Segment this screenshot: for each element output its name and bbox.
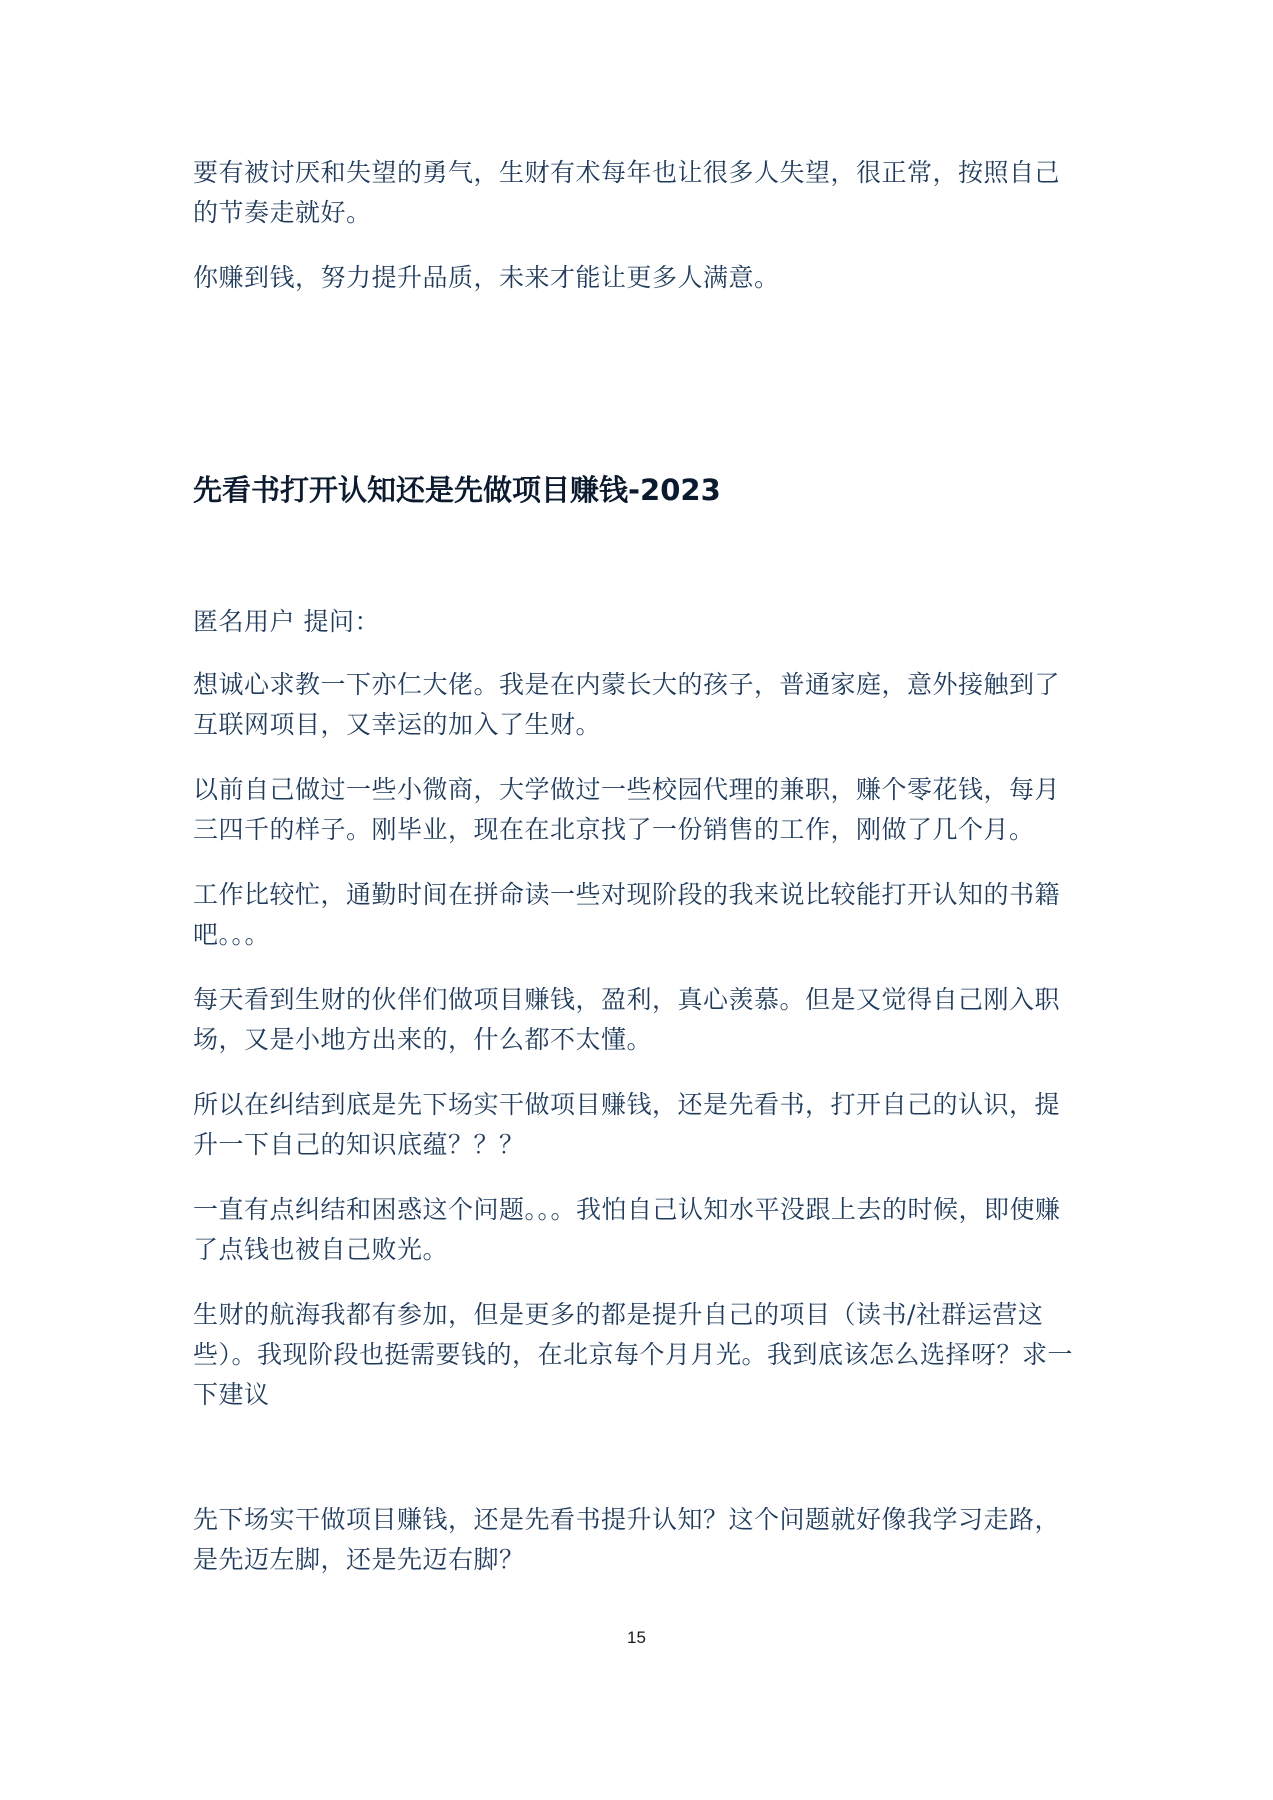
section-title: 先看书打开认知还是先做项目赚钱-2023 (193, 473, 721, 507)
question-paragraph: 每天看到生财的伙伴们做项目赚钱，盈利，真心羡慕。但是又觉得自己刚入职场，又是小地方出来的，什么都不太懂。 (193, 985, 1061, 1054)
question-paragraph: 生财的航海我都有参加，但是更多的都是提升自己的项目（读书/社群运营这些）。我现阶段也挺需要钱的，在北京每个月月光。我到底该怎么选择呀？求一下建议 (193, 1300, 1074, 1409)
question-paragraph: 工作比较忙，通勤时间在拼命读一些对现阶段的我来说比较能打开认知的书籍吧。。。 (193, 880, 1061, 949)
question-paragraph: 一直有点纠结和困惑这个问题。。。我怕自己认知水平没跟上去的时候，即使赚了点钱也被自己败光。 (193, 1195, 1061, 1264)
asker-label: 匿名用户 提问： (193, 607, 380, 636)
intro-paragraph-1: 要有被讨厌和失望的勇气，生财有术每年也让很多人失望，很正常，按照自己的节奏走就好。 (193, 158, 1061, 227)
question-paragraph: 以前自己做过一些小微商，大学做过一些校园代理的兼职，赚个零花钱，每月三四千的样子。刚毕业，现在在北京找了一份销售的工作，刚做了几个月。 (193, 775, 1061, 844)
page-number: 15 (627, 1628, 646, 1647)
answer-paragraph: 先下场实干做项目赚钱，还是先看书提升认知？这个问题就好像我学习走路，是先迈左脚，还是先迈右脚？ (193, 1505, 1061, 1574)
question-paragraph: 想诚心求教一下亦仁大佬。我是在内蒙长大的孩子，普通家庭，意外接触到了互联网项目，又幸运的加入了生财。 (193, 670, 1061, 739)
intro-paragraph-2: 你赚到钱，努力提升品质，未来才能让更多人满意。 (193, 263, 780, 292)
question-paragraph: 所以在纠结到底是先下场实干做项目赚钱，还是先看书，打开自己的认识，提升一下自己的知识底蕴？？？ (193, 1090, 1061, 1159)
